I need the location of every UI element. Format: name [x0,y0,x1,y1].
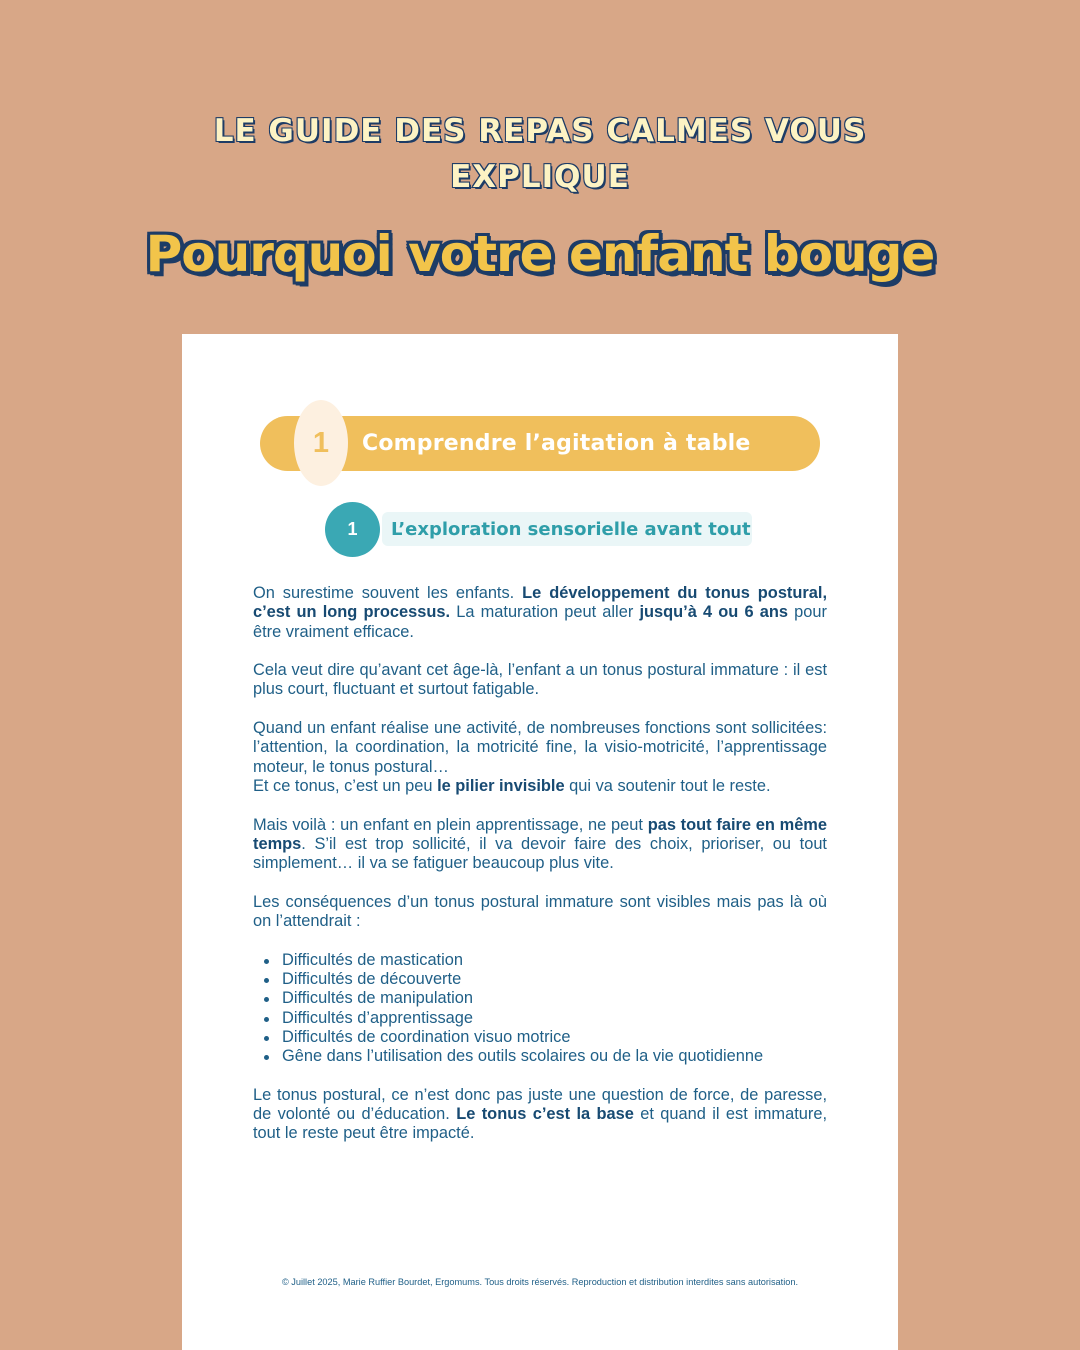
emphasis-text: Le tonus c’est la base [456,1105,634,1124]
paragraph-3-line-1: Quand un enfant réalise une activité, de nombreuses fonctions sont sollicitées: l’attention, la coordination, la motricité fine, la visio-motricité, l’apprentissage moteur, le tonus postural… [253,719,827,776]
paragraph-4 [253,816,827,874]
paragraph-3-line-2 [253,777,771,795]
list-item: Difficultés de coordination visuo motrice [261,1028,827,1047]
list-item: Difficultés d’apprentissage [261,1009,827,1028]
body-text-run: Et ce tonus, c’est un peu [253,776,438,795]
list-item: Difficultés de manipulation [261,989,827,1008]
emphasis-text: le pilier invisible [437,776,565,795]
body-text-run: qui va soutenir tout le reste. [564,776,771,795]
article-body [253,584,827,1163]
body-text-run: La maturation peut aller [450,603,640,622]
paragraph-1 [253,584,827,642]
copyright-footer: © Juillet 2025, Marie Ruffier Bourdet, Ergomums. Tous droits réservés. Reproduction et distribution interdites sans autorisation. [281,1277,799,1287]
chapter-title: Comprendre l’agitation à table [362,431,751,456]
consequences-list [253,951,827,1067]
paragraph-5: Les conséquences d’un tonus postural immature sont visibles mais pas là où on l’attendrait : [253,892,827,931]
paragraph-3 [253,719,827,796]
emphasis-text: jusqu’à 4 ou 6 ans [639,603,789,622]
list-item: Gêne dans l’utilisation des outils scolaires ou de la vie quotidienne [261,1047,827,1066]
body-text-run: Le tonus postural, ce n’est donc pas juste une question de force, de paresse, de volonté ou d’éducation. [253,1085,827,1124]
paragraph-2: Cela veut dire qu’avant cet âge-là, l’enfant a un tonus postural immature : il est plus court, fluctuant et surtout fatigable. [253,661,827,699]
body-text-run: On surestime souvent les enfants. [253,584,523,602]
body-text-run: . S’il est trop sollicité, il va devoir faire des choix, prioriser, ou tout simplement… il va se fatiguer beaucoup plus vite. [253,834,827,873]
list-item: Difficultés de découverte [261,970,827,989]
section-number: 1 [325,502,380,557]
list-item: Difficultés de mastication [261,951,827,970]
page-headline: Pourquoi votre enfant bouge [145,225,935,283]
section-title: L’exploration sensorielle avant tout [382,512,752,546]
paragraph-6 [253,1086,827,1144]
document-card [182,334,898,1350]
emphasis-text: pas tout faire en même temps [253,815,827,853]
chapter-number: 1 [294,400,348,486]
body-text-run: pour être vraiment efficace. [253,603,827,641]
guide-kicker: LE GUIDE DES REPAS CALMES VOUS EXPLIQUE [213,113,867,195]
body-text-run: Mais voilà : un enfant en plein apprentissage, ne peut [253,815,648,834]
body-text-run: et quand il est immature, tout le reste peut être impacté. [253,1105,827,1143]
emphasis-text: Le développement du tonus postural, c’est un long processus. [253,584,828,622]
